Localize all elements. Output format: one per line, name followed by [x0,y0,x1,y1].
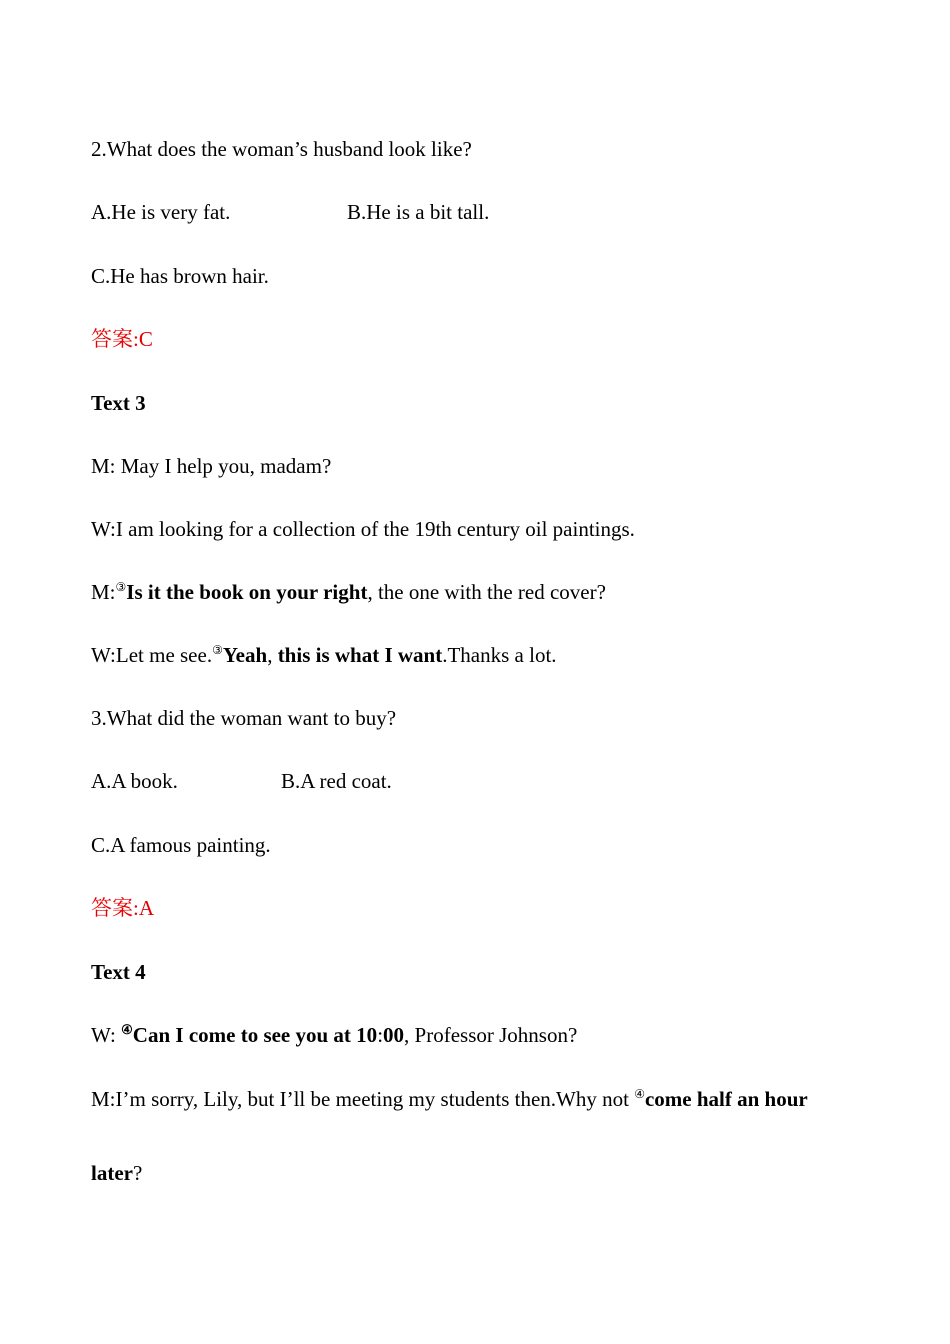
q2-option-a: A.He is very fat. [91,200,231,224]
text4-line3-rest: ? [132,1161,143,1185]
q3-options-row [91,769,392,793]
text3-line3-bold: Is it the book on your right [126,580,368,604]
text4-line1-colon: : [377,1023,384,1047]
q2-option-b: B.He is a bit tall. [347,200,490,224]
text4-line2-bold: come half an hour [644,1087,808,1111]
text4-line2-text: M:I’m sorry, Lily, but I’ll be meeting my students then.Why not [91,1087,635,1111]
circled-number-3: ③ [115,580,127,594]
q3-option-a: A.A book. [91,769,178,793]
text4-line3-bold: later [91,1161,133,1185]
text4-line1-bold1: Can I come to see you at 10 [132,1023,378,1047]
text3-line2: W:I am looking for a collection of the 19th century oil paintings. [91,517,635,541]
circled-number-4: ④ [121,1022,133,1037]
text4-heading: Text 4 [91,960,146,984]
text4-line1-rest: , Professor Johnson? [404,1023,578,1047]
text3-heading: Text 3 [91,391,146,415]
q3-question: 3.What did the woman want to buy? [91,706,397,730]
text3-line4 [91,645,557,666]
circled-number-3: ③ [212,643,223,657]
text3-line1: M: May I help you, madam? [91,454,332,478]
text3-line3 [91,582,606,603]
q3-option-c: C.A famous painting. [91,833,271,857]
text3-line4-rest: .Thanks a lot. [442,643,557,667]
text3-line3-speaker: M: [91,580,116,604]
circled-number-4: ④ [634,1087,645,1101]
text3-line4-sep: , [267,643,278,667]
text4-line1-bold2: 00 [383,1023,405,1047]
text4-line1 [91,1022,578,1047]
text3-line4-bold1: Yeah [222,643,268,667]
text3-line4-speaker: W:Let me see. [91,643,213,667]
text3-line3-rest: , the one with the red cover? [367,580,606,604]
text3-line4-bold2: this is what I want [277,643,443,667]
q2-question: 2.What does the woman’s husband look like? [91,137,472,161]
q3-answer: 答案:A [91,896,154,920]
text4-line1-speaker: W: [91,1023,122,1047]
q2-answer: 答案:C [91,327,153,351]
q2-options-row [91,200,490,224]
text4-line3 [91,1163,142,1184]
q2-option-c: C.He has brown hair. [91,264,269,288]
q3-option-b: B.A red coat. [281,769,392,793]
text4-line2 [91,1089,808,1110]
